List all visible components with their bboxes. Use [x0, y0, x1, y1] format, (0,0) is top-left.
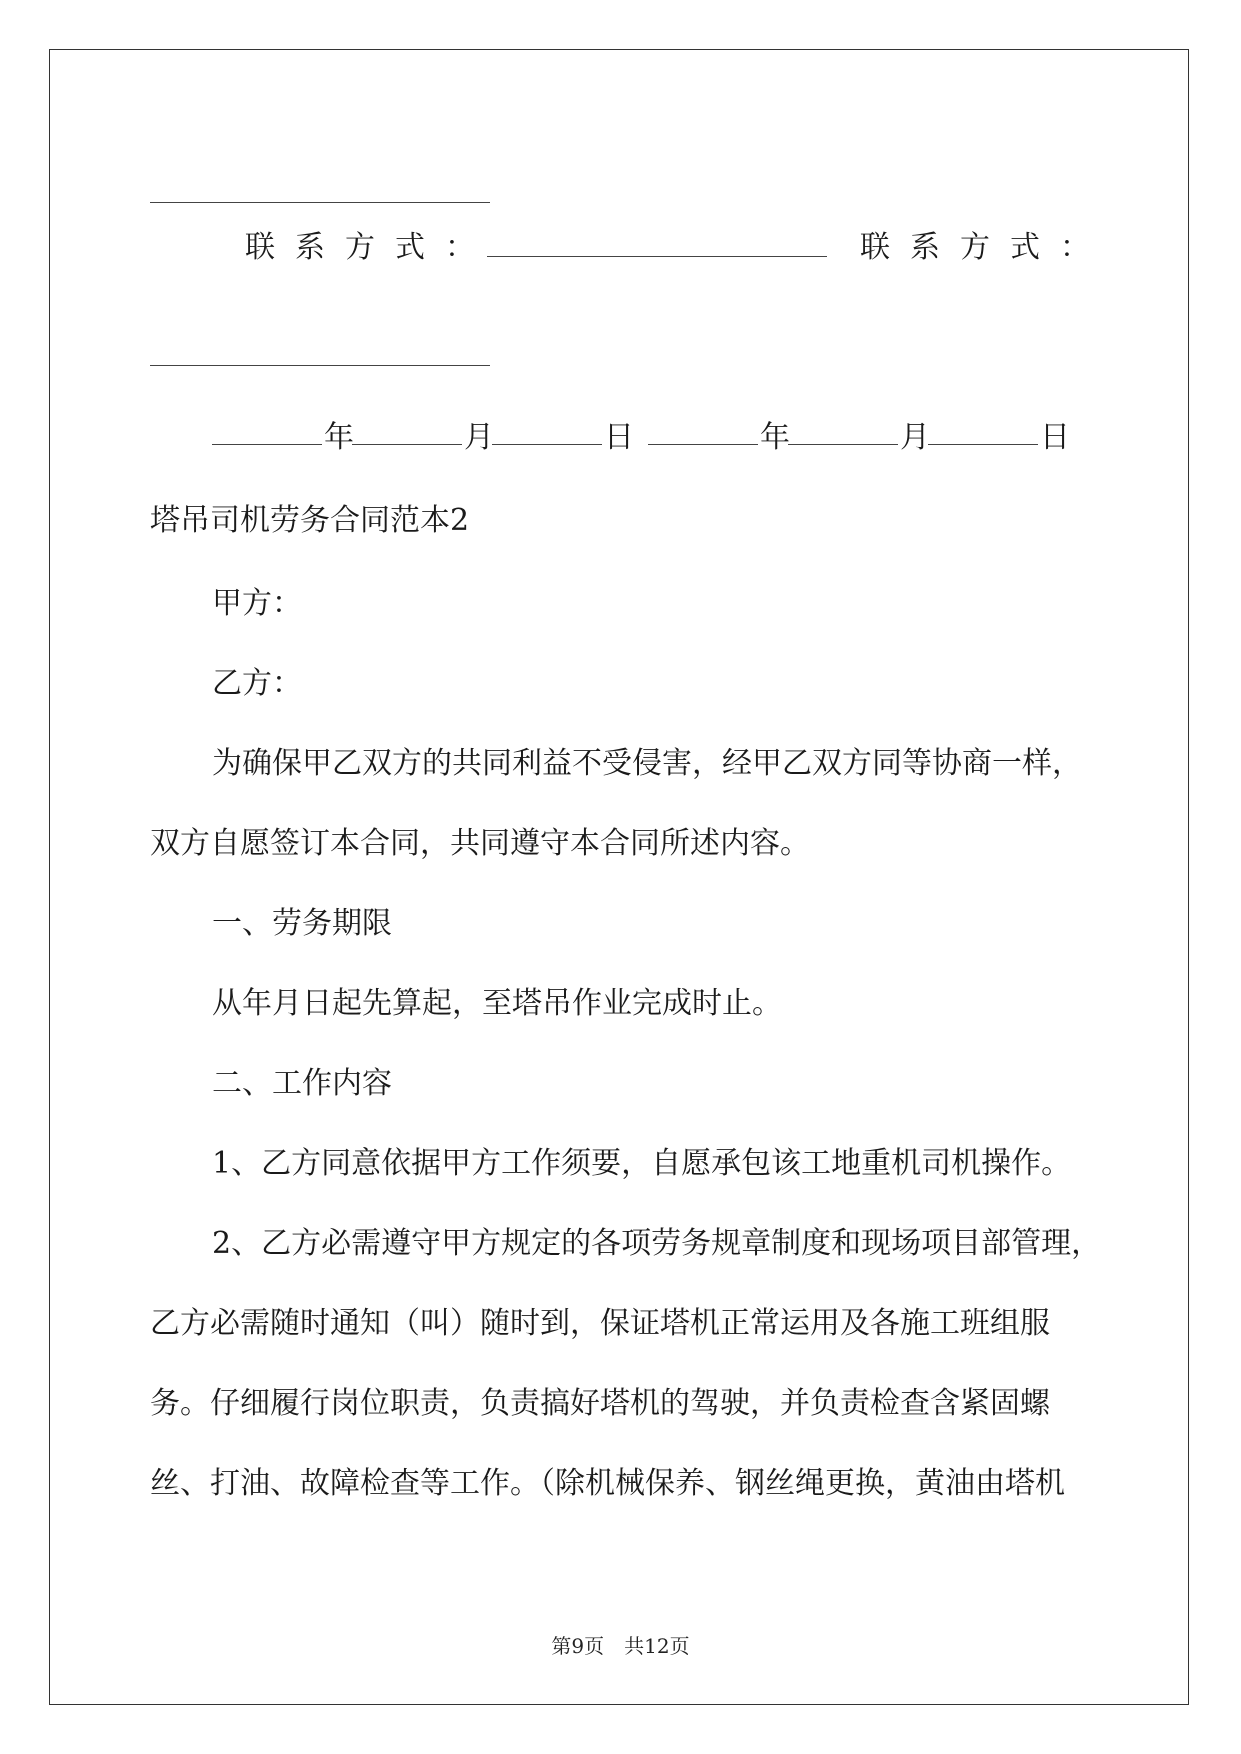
blank-line [150, 202, 490, 203]
document-title: 塔吊司机劳务合同范本2 [150, 503, 470, 538]
contact-label-right: 联系方式： [860, 230, 1110, 265]
page-border [49, 49, 1189, 1705]
paragraph-line: 2、乙方必需遵守甲方规定的各项劳务规章制度和现场项目部管理， [212, 1226, 1102, 1261]
contact-label-left: 联系方式： [245, 230, 495, 265]
day-label: 日 [1040, 420, 1070, 455]
paragraph-line: 双方自愿签订本合同，共同遵守本合同所述内容。 [150, 826, 810, 861]
blank-line [150, 365, 490, 366]
blank-line [788, 444, 898, 445]
blank-line [487, 256, 827, 257]
blank-line [212, 444, 322, 445]
blank-line [492, 444, 602, 445]
paragraph-line: 1、乙方同意依据甲方工作须要，自愿承包该工地重机司机操作。 [212, 1146, 1072, 1181]
page-number: 第9页 共12页 [551, 1634, 690, 1658]
year-label: 年 [760, 420, 790, 455]
blank-line [352, 444, 462, 445]
blank-line [648, 444, 758, 445]
month-label: 月 [900, 420, 930, 455]
paragraph-line: 乙方必需随时通知（叫）随时到，保证塔机正常运用及各施工班组服 [150, 1306, 1050, 1341]
party-a-label: 甲方： [212, 586, 302, 621]
paragraph-line: 丝、打油、故障检查等工作。（除机械保养、钢丝绳更换，黄油由塔机 [150, 1466, 1065, 1501]
party-b-label: 乙方： [212, 666, 302, 701]
day-label: 日 [604, 420, 634, 455]
year-label: 年 [324, 420, 354, 455]
blank-line [928, 444, 1038, 445]
month-label: 月 [464, 420, 494, 455]
section-heading: 二、工作内容 [212, 1066, 392, 1101]
paragraph-line: 从年月日起先算起，至塔吊作业完成时止。 [212, 986, 782, 1021]
section-heading: 一、劳务期限 [212, 906, 392, 941]
paragraph-line: 为确保甲乙双方的共同利益不受侵害，经甲乙双方同等协商一样， [212, 746, 1082, 781]
paragraph-line: 务。仔细履行岗位职责，负责搞好塔机的驾驶，并负责检查含紧固螺 [150, 1386, 1050, 1421]
